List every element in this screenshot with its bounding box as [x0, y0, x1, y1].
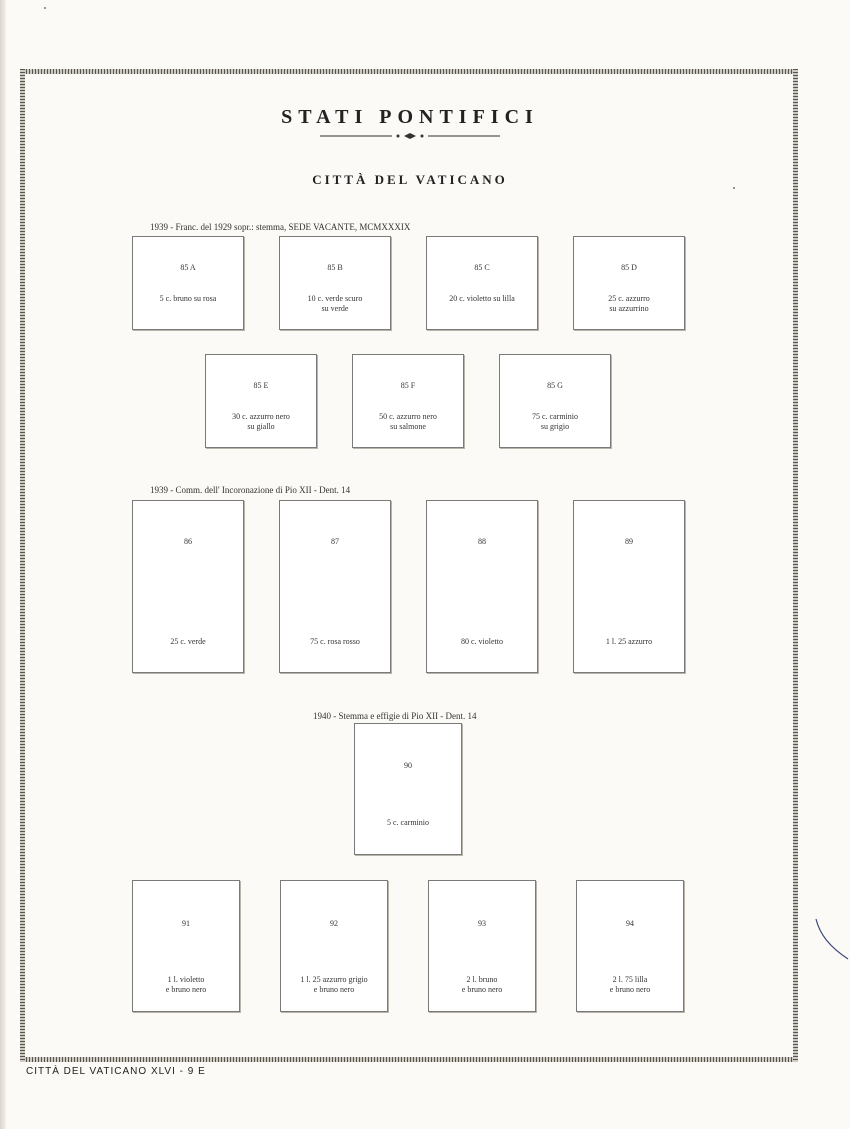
stamp-number: 85 F [400, 381, 416, 390]
stamp-number: 92 [330, 919, 338, 928]
stamp-slot-85a [132, 236, 244, 330]
stamp-number: 85 C [474, 263, 490, 272]
pen-mark-icon [812, 915, 850, 965]
stamp-description: 50 c. azzurro nero su salmone [379, 412, 437, 431]
stamp-slot-92 [280, 880, 388, 1012]
stamp-description: 5 c. carminio [387, 818, 429, 827]
stamp-number: 94 [626, 919, 634, 928]
stamp-description: 5 c. bruno su rosa [159, 294, 217, 303]
stamp-description: 30 c. azzurro nero su giallo [232, 412, 290, 431]
stamp-number: 86 [184, 537, 192, 546]
stamp-slot-85g [499, 354, 611, 448]
stamp-slot-85e [205, 354, 317, 448]
page-title: STATI PONTIFICI [281, 106, 539, 128]
stamp-slot-87 [279, 500, 391, 673]
stamp-number: 85 E [253, 381, 269, 390]
stamp-number: 88 [478, 537, 486, 546]
stamp-description: 10 c. verde scuro su verde [307, 294, 363, 313]
stamp-number: 89 [625, 537, 633, 546]
section-heading-1939-sede-vacante: 1939 - Franc. del 1929 sopr.: stemma, SEDE VACANTE, MCMXXXIX [150, 222, 411, 232]
stamp-description: 1 l. 25 azzurro [605, 637, 653, 646]
stamp-description: 1 l. 25 azzurro grigio e bruno nero [300, 975, 368, 994]
stamp-slot-88 [426, 500, 538, 673]
stamp-description: 20 c. violetto su lilla [449, 294, 515, 303]
stamp-slot-89 [573, 500, 685, 673]
frame-right-border [793, 69, 798, 1062]
frame-bottom-border [20, 1057, 798, 1062]
stamp-number: 93 [478, 919, 486, 928]
stamp-slot-93 [428, 880, 536, 1012]
stamp-description: 80 c. violetto [461, 637, 503, 646]
stamp-number: 90 [404, 761, 412, 770]
section-heading-1940-stemma: 1940 - Stemma e effigie di Pio XII - Dent. 14 [313, 711, 477, 721]
stamp-slot-85c [426, 236, 538, 330]
stamp-slot-91 [132, 880, 240, 1012]
page-footer: CITTÀ DEL VATICANO XLVI - 9 E [26, 1066, 206, 1077]
stamp-description: 25 c. verde [170, 637, 206, 646]
stamp-description: 25 c. azzurro su azzurrino [608, 294, 650, 313]
paper-speck [733, 187, 735, 189]
stamp-slot-90 [354, 723, 462, 855]
stamp-number: 85 D [621, 263, 637, 272]
stamp-slot-94 [576, 880, 684, 1012]
stamp-slot-85d [573, 236, 685, 330]
stamp-number: 85 B [327, 263, 343, 272]
frame-left-border [20, 69, 25, 1062]
stamp-slot-86 [132, 500, 244, 673]
section-heading-1939-incoronazione: 1939 - Comm. dell' Incoronazione di Pio XII - Dent. 14 [150, 485, 351, 495]
title-ornament-icon [320, 131, 500, 141]
stamp-number: 87 [331, 537, 339, 546]
stamp-description: 75 c. carminio su grigio [532, 412, 578, 431]
stamp-description: 2 l. 75 lilla e bruno nero [609, 975, 651, 994]
stamp-description: 1 l. violetto e bruno nero [165, 975, 207, 994]
stamp-number: 91 [182, 919, 190, 928]
stamp-number: 85 A [180, 263, 196, 272]
stamp-description: 75 c. rosa rosso [310, 637, 360, 646]
stamp-slot-85f [352, 354, 464, 448]
stamp-slot-85b [279, 236, 391, 330]
stamp-number: 85 G [547, 381, 563, 390]
frame-top-border [20, 69, 798, 74]
page-subtitle: CITTÀ DEL VATICANO [312, 172, 508, 187]
stamp-description: 2 l. bruno e bruno nero [461, 975, 503, 994]
paper-speck [44, 7, 46, 9]
page-edge-shadow [0, 0, 6, 1129]
